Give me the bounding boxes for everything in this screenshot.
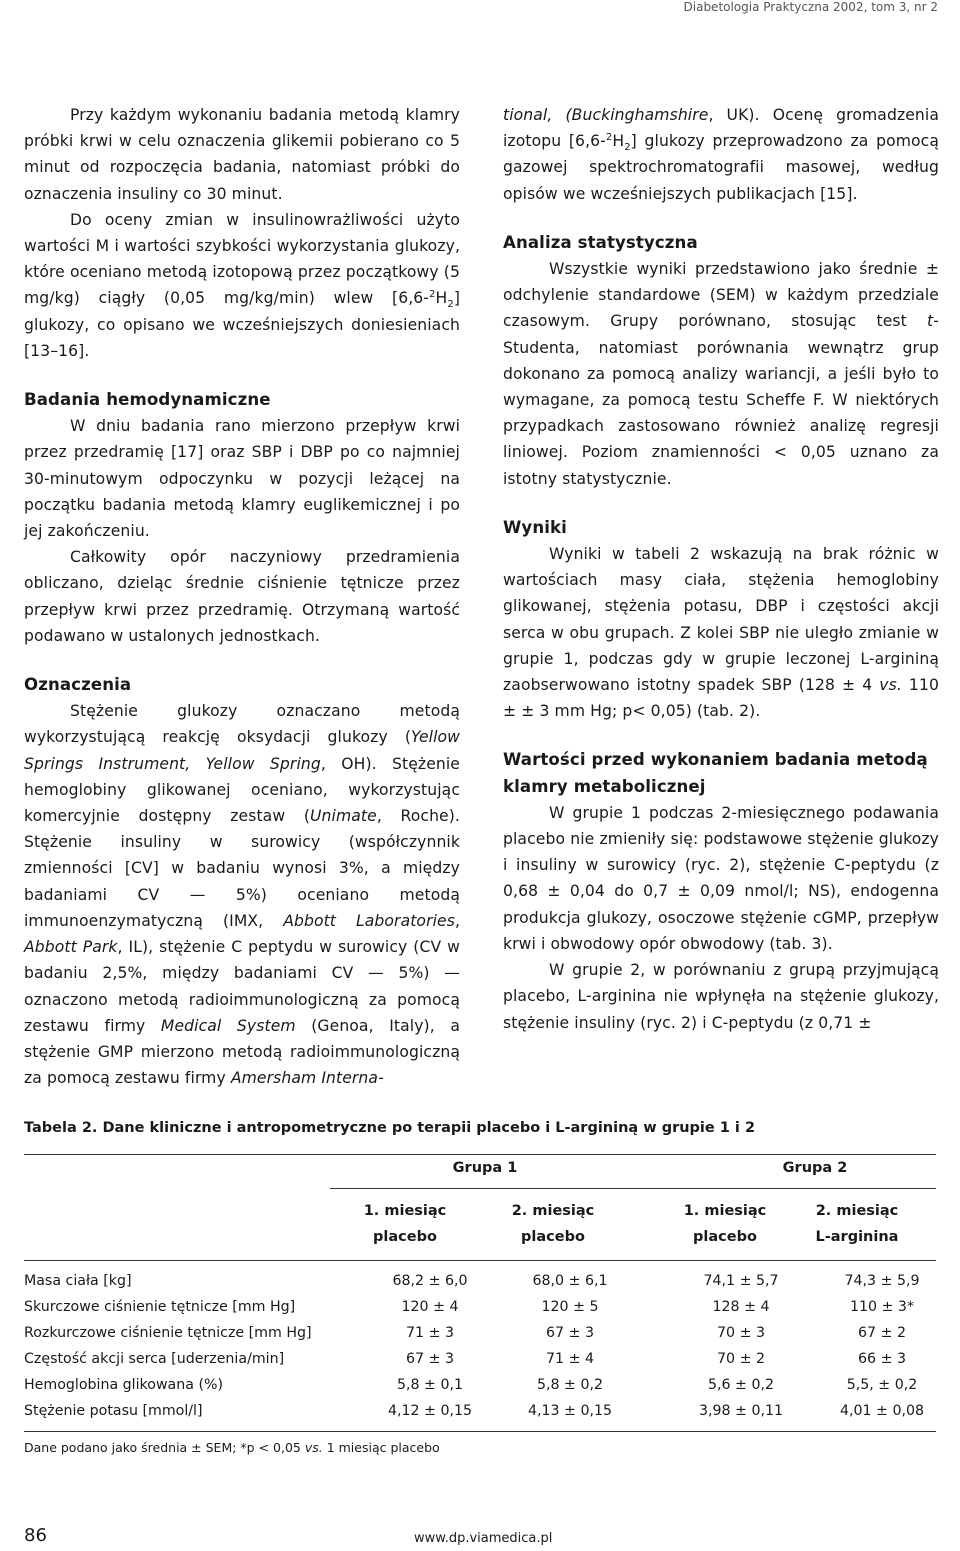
cell: 128 ± 4: [712, 1299, 770, 1315]
page-number: 86: [24, 1525, 47, 1546]
cell: 5,5, ± 0,2: [846, 1377, 918, 1393]
row-label: Hemoglobina glikowana (%): [24, 1377, 223, 1393]
table-row: [24, 1320, 936, 1346]
row-label: Częstość akcji serca [uderzenia/min]: [24, 1351, 285, 1367]
col-header-g1-m1-l2: placebo: [373, 1229, 437, 1245]
table-row: [24, 1372, 936, 1398]
cell: 3,98 ± 0,11: [698, 1403, 784, 1419]
paragraph-blood-flow: W dniu badania rano mierzono przepływ krwi przez przedramię [17] oraz SBP i DBP po co najmniej 30-minutowym odpoczynku w pozycji leżącej na początku badania metodą klamry euglikemicznej i po jej zakończeniu.: [24, 417, 460, 541]
cell: 68,0 ± 6,1: [532, 1273, 608, 1289]
cell: 67 ± 3: [406, 1351, 454, 1367]
left-column: [24, 102, 460, 1091]
table-footnote: Dane podano jako średnia ± SEM; *p < 0,05 vs. 1 miesiąc placebo: [24, 1440, 440, 1455]
table-row: [24, 1346, 936, 1372]
col-header-g2-m1-l1: 1. miesiąc: [683, 1203, 767, 1219]
cell: 4,01 ± 0,08: [839, 1403, 925, 1419]
table-row: [24, 1294, 936, 1320]
journal-url[interactable]: www.dp.viamedica.pl: [414, 1531, 553, 1546]
heading-results: Wyniki: [503, 517, 567, 537]
right-column: [503, 102, 939, 1036]
heading-hemodynamics: Badania hemodynamiczne: [24, 390, 271, 410]
paragraph-assays: Stężenie glukozy oznaczano metodą wykorzystującą reakcję oksydacji glukozy (Yellow Springs Instrument, Yellow Spring, OH). Stężenie hemoglobiny glikowanej oceniano, wykorzystując komercyjnie dostępny zestaw (Unimate, Roche). Stężenie insuliny w surowicy (współczynnik zmienności [CV] w badaniu wynosi 3%, a między badaniami CV — 5%) oceniano metodą immunoenzymatyczną (IMX, Abbott Laboratories, Abbott Park, IL), stężenie C peptydu w surowicy (CV w badaniu 2,5%, między badaniami CV — 5%) — oznaczono metodą radioimmunologiczną za pomocą zestawu firmy Medical System (Genoa, Italy), a stężenie GMP mierzono metodą radioimmunologiczną za pomocą zestawu firmy Amersham Interna-: [24, 702, 461, 1088]
paragraph-group1: W grupie 1 podczas 2-miesięcznego podawania placebo nie zmieniły się: podstawowe stężenie glukozy i insuliny w surowicy (ryc. 2), stężenie C-peptydu (z 0,68 ± 0,04 do 0,7 ± 0,09 nmol/l; NS), endogenna produkcja glukozy, osoczowe stężenie cGMP, przepływ krwi i obwodowy opór obwodowy (tab. 3).: [503, 803, 939, 953]
paragraph-insulin-sensitivity: Do oceny zmian w insulinowrażliwości użyto wartości M i wartości szybkości wykorzystania glukozy, które oceniano metodą izotopową przez początkowy (5 mg/kg) ciągły (0,05 mg/kg/min) wlew $[6,6-^2H_2]$ glukozy, co opisano we wcześniejszych doniesieniach [13–16].: [24, 210, 460, 360]
paragraph-isotope: tional, (Buckinghamshire, UK). Ocenę gromadzenia izotopu $[6,6-^2H_2]$ glukozy przeprowadzono za pomocą gazowej spektrochromatografii masowej, według opisów we wcześniejszych publikacjach [15].: [503, 106, 939, 203]
col-header-g1-m2-l1: 2. miesiąc: [511, 1203, 595, 1219]
cell: 120 ± 5: [541, 1299, 599, 1315]
paragraph-group2: W grupie 2, w porównaniu z grupą przyjmującą placebo, L-arginina nie wpłynęła na stężenie glukozy, stężenie insuliny (ryc. 2) i C-peptydu (z 0,71 ±: [503, 961, 939, 1032]
table-row: [24, 1398, 936, 1424]
paragraph-statistics: Wszystkie wyniki przedstawiono jako średnie ± odchylenie standardowe (SEM) w każdym przedziale czasowym. Grupy porównano, stosując test t-Studenta, natomiast porównania wewnątrz grup dokonano za pomocą analizy wariancji, a jeśli było to wymagane, za pomocą testu Scheffe F. W niektórych przypadkach zastosowano również analizę regresji liniowej. Poziom znamienności < 0,05 uznano za istotny statystycznie.: [503, 260, 939, 488]
cell: 67 ± 2: [858, 1325, 906, 1341]
paragraph-vascular-resistance: Całkowity opór naczyniowy przedramienia obliczano, dzieląc średnie ciśnienie tętnicze przez przepływ krwi przez przedramię. Otrzymaną wartość podawano w ustalonych jednostkach.: [24, 548, 460, 645]
cell: 66 ± 3: [858, 1351, 906, 1367]
table-bottom-rule: [24, 1431, 936, 1432]
paragraph-results: Wyniki w tabeli 2 wskazują na brak różnic w wartościach masy ciała, stężenia hemoglobiny glikowanej, stężenia potasu, DBP i częstości akcji serca w obu grupach. Z kolei SBP nie uległo zmianie w grupie 1, podczas gdy w grupie leczonej L-argininą zaobserwowano istotny spadek SBP (128 ± 4 vs. 110 ± ± 3 mm Hg; p< 0,05) (tab. 2).: [503, 545, 939, 721]
col-header-g1-m2-l2: placebo: [521, 1229, 585, 1245]
cell: 74,1 ± 5,7: [703, 1273, 779, 1289]
cell: 71 ± 3: [406, 1325, 454, 1341]
col-header-g2-m2-l1: 2. miesiąc: [815, 1203, 899, 1219]
cell: 5,6 ± 0,2: [707, 1377, 775, 1393]
heading-baseline-values: Wartości przed wykonaniem badania metodą klamry metabolicznej: [503, 750, 928, 796]
table-row: [24, 1268, 936, 1294]
running-head: Diabetologia Praktyczna 2002, tom 3, nr 2: [683, 0, 938, 14]
group1-header: Grupa 1: [452, 1160, 518, 1176]
cell: 68,2 ± 6,0: [392, 1273, 468, 1289]
row-label: Stężenie potasu [mmol/l]: [24, 1403, 203, 1419]
col-header-g2-m2-l2: L-arginina: [815, 1229, 899, 1245]
row-label: Masa ciała [kg]: [24, 1273, 132, 1289]
cell: 5,8 ± 0,2: [536, 1377, 604, 1393]
col-header-g2-m1-l2: placebo: [693, 1229, 757, 1245]
cell: 5,8 ± 0,1: [396, 1377, 464, 1393]
heading-statistics: Analiza statystyczna: [503, 232, 698, 252]
table-top-rule: [24, 1154, 936, 1155]
table-caption: Tabela 2. Dane kliniczne i antropometryczne po terapii placebo i L-argininą w grupie 1 i 2: [24, 1120, 756, 1136]
row-label: Rozkurczowe ciśnienie tętnicze [mm Hg]: [24, 1325, 312, 1341]
cell: 71 ± 4: [546, 1351, 594, 1367]
cell: 110 ± 3*: [849, 1299, 915, 1315]
heading-assays: Oznaczenia: [24, 675, 132, 695]
cell: 70 ± 2: [717, 1351, 765, 1367]
col-header-g1-m1-l1: 1. miesiąc: [363, 1203, 447, 1219]
cell: 67 ± 3: [546, 1325, 594, 1341]
cell: 74,3 ± 5,9: [844, 1273, 920, 1289]
group-rule: [330, 1188, 936, 1189]
cell: 4,12 ± 0,15: [387, 1403, 473, 1419]
cell: 70 ± 3: [717, 1325, 765, 1341]
group2-header: Grupa 2: [782, 1160, 848, 1176]
header-bottom-rule: [24, 1260, 936, 1261]
paragraph-clamp-samples: Przy każdym wykonaniu badania metodą klamry próbki krwi w celu oznaczenia glikemii pobierano co 5 minut od rozpoczęcia badania, natomiast próbki do oznaczenia insuliny co 30 minut.: [24, 106, 460, 203]
cell: 120 ± 4: [401, 1299, 459, 1315]
cell: 4,13 ± 0,15: [527, 1403, 613, 1419]
row-label: Skurczowe ciśnienie tętnicze [mm Hg]: [24, 1299, 296, 1315]
